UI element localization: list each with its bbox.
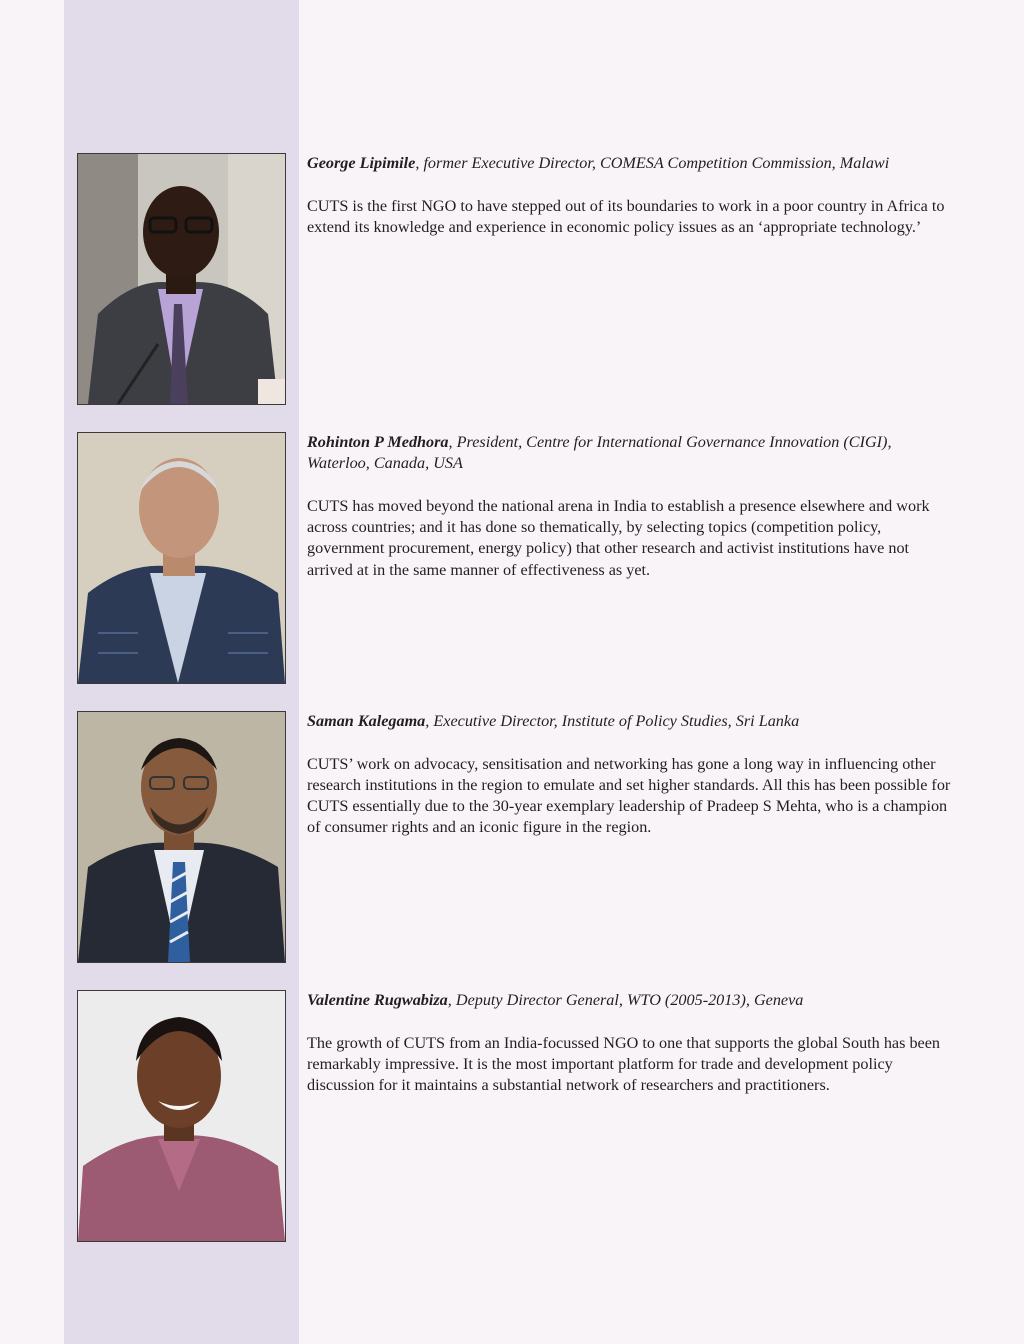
portrait-saman-kalegama (78, 712, 285, 962)
person-role: , Deputy Director General, WTO (2005-2013), Geneva (447, 991, 804, 1009)
person-role: , President, Centre for International Governance Innovation (CIGI), Waterloo, Canada, USA (307, 433, 892, 473)
testimonial-quote: CUTS has moved beyond the national arena in India to establish a presence elsewhere and work across countries; and it has done so thematically, by selecting topics (competition policy, government procurement, energy policy) that other research and activist institutions have not arrived at in the same manner of effectiveness as yet. (307, 496, 930, 579)
portrait-valentine-rugwabiza (78, 991, 285, 1241)
portrait-rohinton-p-medhora (78, 433, 285, 683)
testimonial (0, 153, 1024, 405)
testimonial-text (307, 153, 957, 238)
testimonial-text (307, 990, 957, 1096)
testimonial-credit (307, 432, 957, 475)
testimonial-quote: The growth of CUTS from an India-focussed NGO to one that supports the global South has been remarkably impressive. It is the most important platform for trade and development policy discussion for it maintains a substantial network of researchers and practitioners. (307, 1033, 940, 1095)
testimonial (0, 990, 1024, 1242)
person-name: Valentine Rugwabiza (307, 991, 448, 1009)
testimonial-credit (307, 711, 957, 732)
person-role: , former Executive Director, COMESA Competition Commission, Malawi (415, 154, 890, 172)
testimonial-quote: CUTS’ work on advocacy, sensitisation and networking has gone a long way in influencing other research institutions in the region to emulate and set higher standards. All this has been possible for CUTS essentially due to the 30-year exemplary leadership of Pradeep S Mehta, who is a champion of consumer rights and an iconic figure in the region. (307, 754, 951, 837)
person-name: Rohinton P Medhora (307, 433, 449, 451)
testimonial (0, 711, 1024, 963)
person-role: , Executive Director, Institute of Policy Studies, Sri Lanka (425, 712, 800, 730)
portrait-george-lipimile (78, 154, 285, 404)
testimonial-credit (307, 990, 957, 1011)
portrait-photo (77, 711, 286, 963)
testimonial (0, 432, 1024, 684)
portrait-photo (77, 990, 286, 1242)
person-name: George Lipimile (307, 154, 416, 172)
portrait-photo (77, 153, 286, 405)
person-name: Saman Kalegama (307, 712, 426, 730)
testimonial-credit (307, 153, 957, 174)
testimonial-quote: CUTS is the first NGO to have stepped out of its boundaries to work in a poor country in Africa to extend its knowledge and experience in economic policy issues as an ‘appropriate technology.’ (307, 196, 945, 236)
testimonial-text (307, 711, 957, 839)
testimonial-text (307, 432, 957, 581)
portrait-photo (77, 432, 286, 684)
